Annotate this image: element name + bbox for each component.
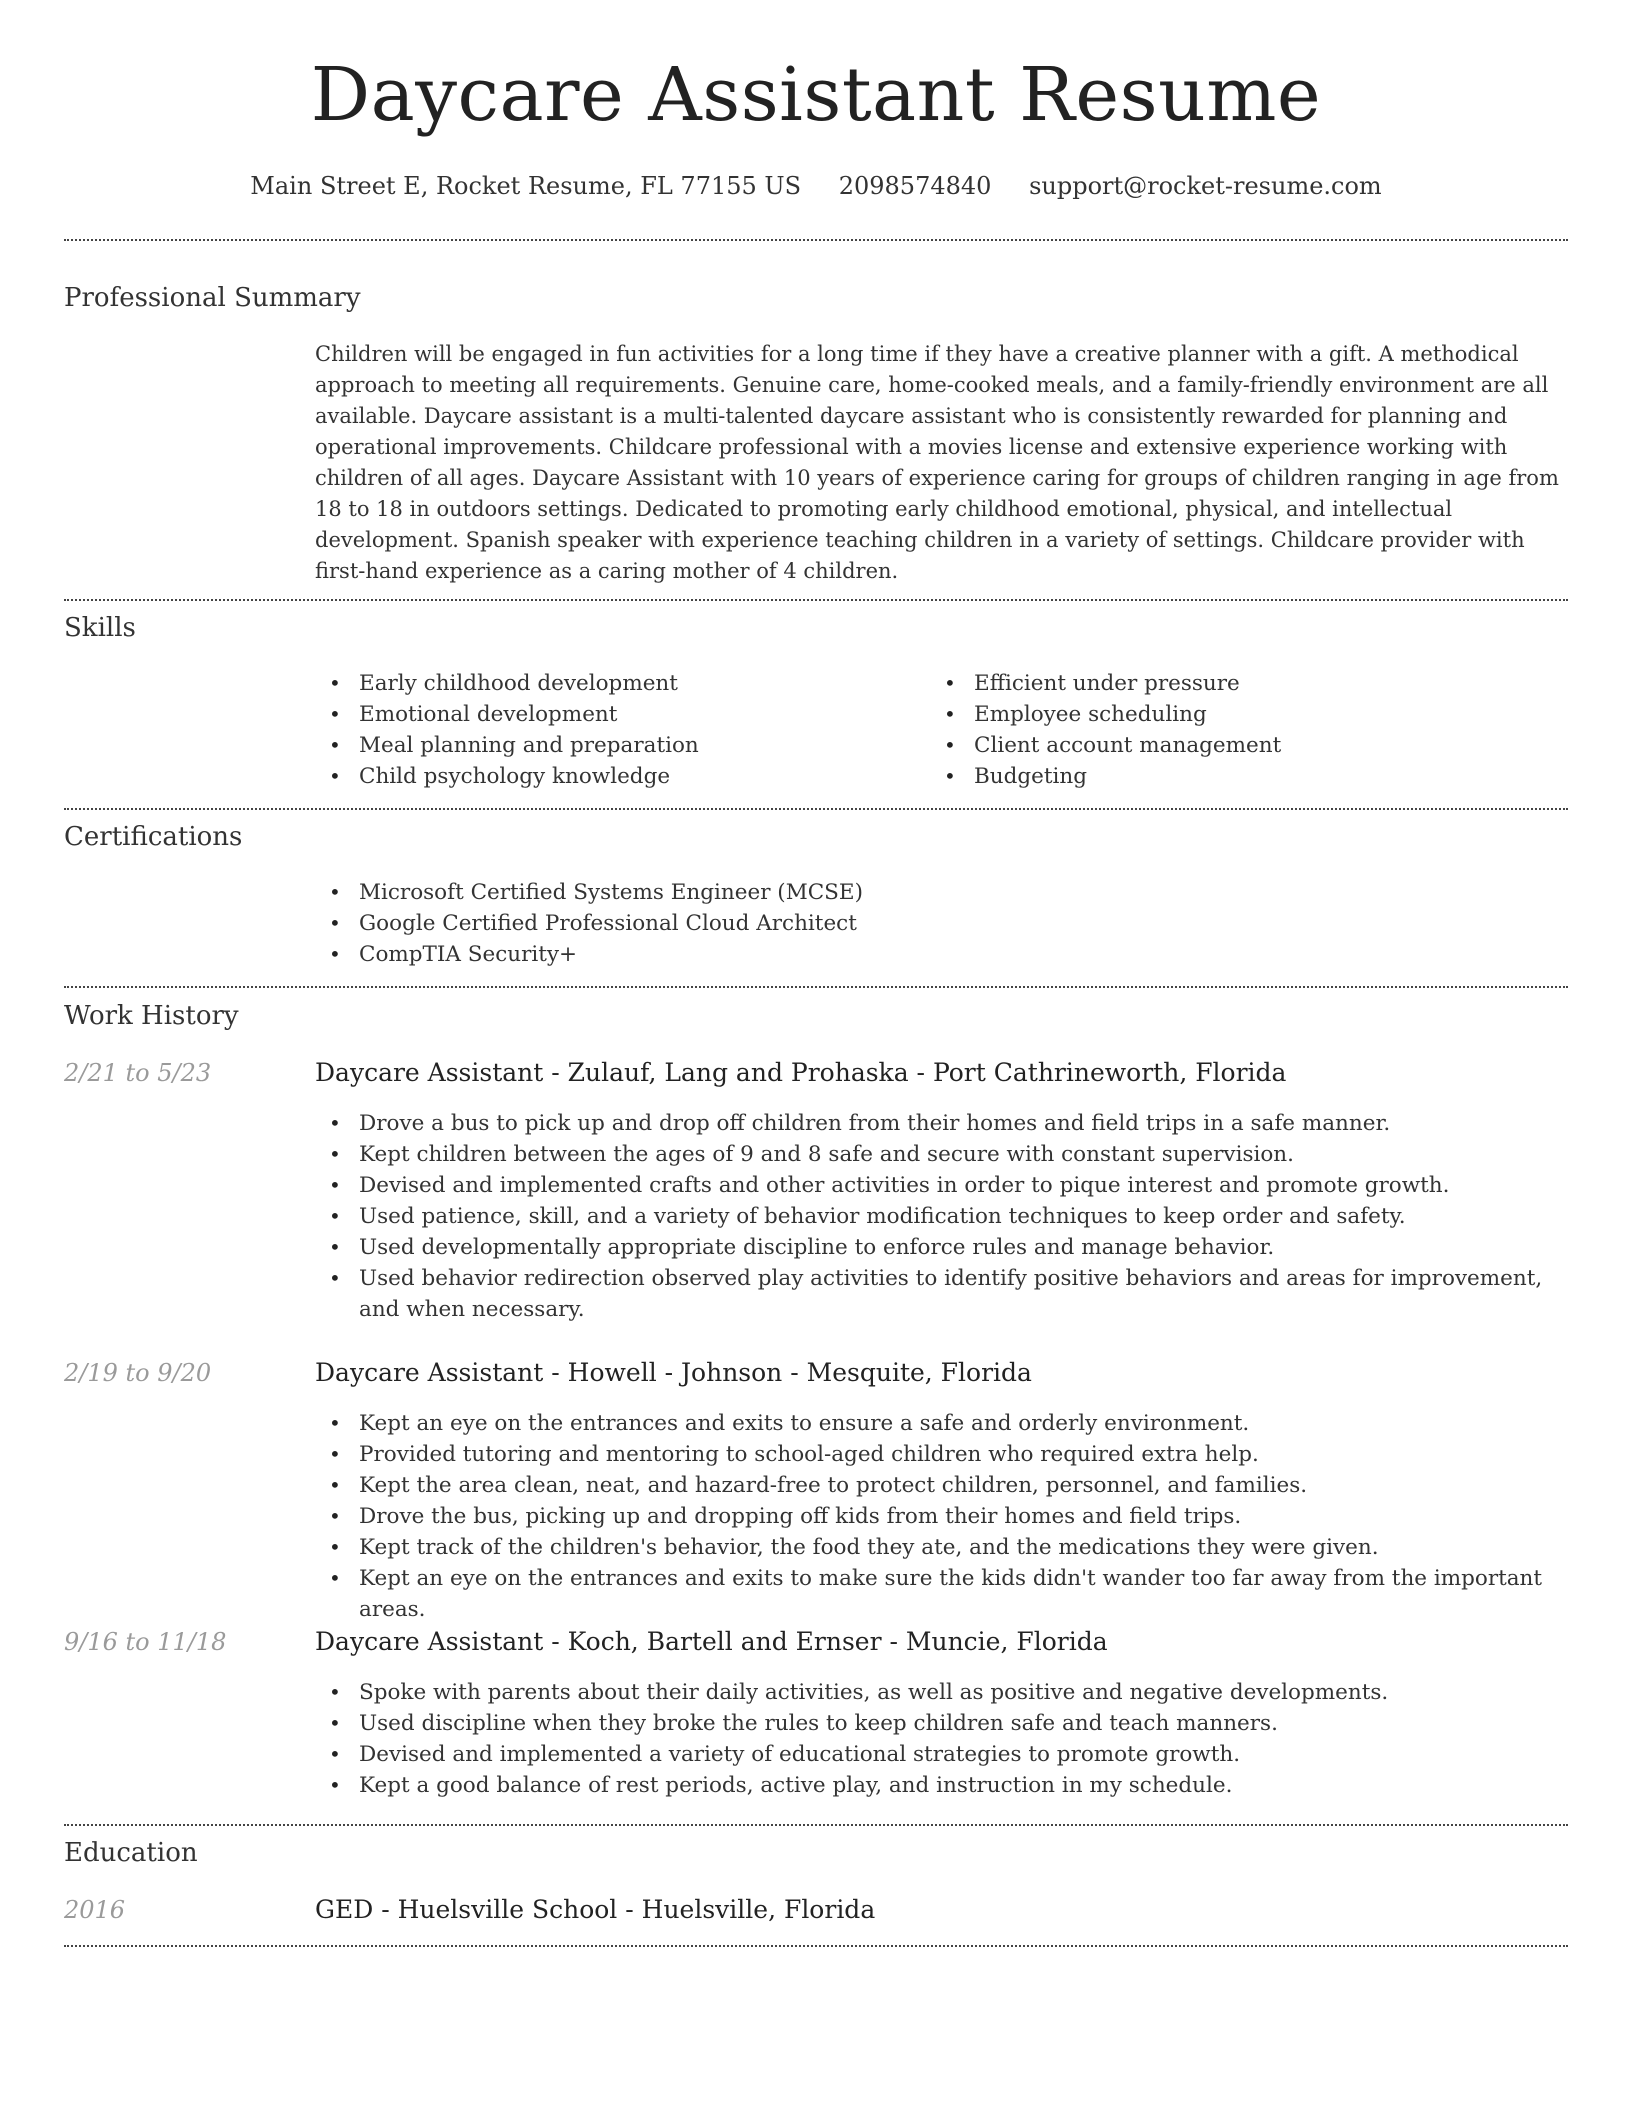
divider: [64, 239, 1568, 241]
contact-address: Main Street E, Rocket Resume, FL 77155 US: [250, 172, 802, 200]
job-bullets: [315, 1677, 1568, 1801]
job-bullet: • Used behavior redirection observed play activities to identify positive behaviors and areas for improvement, and when necessary.: [315, 1263, 1568, 1325]
job-bullet: • Kept track of the children's behavior, the food they ate, and the medications they were given.: [315, 1532, 1568, 1563]
education-entry: GED - Huelsville School - Huelsville, Florida: [315, 1895, 876, 1924]
contact-email: support@rocket-resume.com: [1029, 172, 1382, 200]
job-dates: 2/19 to 9/20: [64, 1359, 212, 1387]
section-heading-summary: Professional Summary: [64, 283, 361, 313]
job-bullet: • Kept an eye on the entrances and exits to make sure the kids didn't wander too far away from the important areas.: [315, 1563, 1568, 1625]
job-bullet: • Devised and implemented crafts and other activities in order to pique interest and promote growth.: [315, 1170, 1568, 1201]
job-bullets: [315, 1408, 1568, 1625]
skill-item: • Meal planning and preparation: [315, 730, 915, 761]
job-bullet: • Used developmentally appropriate discipline to enforce rules and manage behavior.: [315, 1232, 1568, 1263]
section-heading-certifications: Certifications: [64, 822, 243, 852]
skills-list-left: [315, 668, 915, 792]
job-dates: 9/16 to 11/18: [64, 1628, 227, 1656]
skills-list-right: [930, 668, 1530, 792]
skill-item: • Efficient under pressure: [930, 668, 1530, 699]
section-heading-skills: Skills: [64, 613, 136, 643]
summary-text: Children will be engaged in fun activities for a long time if they have a creative planner with a gift. A methodical approach to meeting all requirements. Genuine care, home-cooked meals, and a family-friendly environment are all available. Daycare assistant is a multi-talented daycare assistant who is consistently rewarded for planning and operational improvements. Childcare professional with a movies license and extensive experience working with children of all ages. Daycare Assistant with 10 years of experience caring for groups of children ranging in age from 18 to 18 in outdoors settings. Dedicated to promoting early childhood emotional, physical, and intellectual development. Spanish speaker with experience teaching children in a variety of settings. Childcare provider with first-hand experience as a caring mother of 4 children.: [315, 342, 1559, 583]
certification-item: • Microsoft Certified Systems Engineer (MCSE): [315, 877, 1568, 908]
job-bullets: [315, 1108, 1568, 1325]
job-bullet: • Used patience, skill, and a variety of behavior modification techniques to keep order and safety.: [315, 1201, 1568, 1232]
certifications-list: [315, 877, 1568, 970]
job-dates: 2/21 to 5/23: [64, 1059, 212, 1087]
divider: [64, 808, 1568, 810]
job-bullet: • Spoke with parents about their daily activities, as well as positive and negative developments.: [315, 1677, 1568, 1708]
certification-item: • CompTIA Security+: [315, 939, 1568, 970]
job-bullet: • Devised and implemented a variety of educational strategies to promote growth.: [315, 1739, 1568, 1770]
job-title: Daycare Assistant - Koch, Bartell and Ernser - Muncie, Florida: [315, 1627, 1108, 1656]
job-bullet: • Used discipline when they broke the rules to keep children safe and teach manners.: [315, 1708, 1568, 1739]
job-bullet: • Kept children between the ages of 9 and 8 safe and secure with constant supervision.: [315, 1139, 1568, 1170]
job-bullet: • Kept an eye on the entrances and exits to ensure a safe and orderly environment.: [315, 1408, 1568, 1439]
job-bullet: • Kept the area clean, neat, and hazard-free to protect children, personnel, and families.: [315, 1470, 1568, 1501]
job-bullet: • Provided tutoring and mentoring to school-aged children who required extra help.: [315, 1439, 1568, 1470]
divider: [64, 1824, 1568, 1826]
job-bullet: • Drove the bus, picking up and dropping off kids from their homes and field trips.: [315, 1501, 1568, 1532]
section-heading-work-history: Work History: [64, 1001, 239, 1031]
education-year: 2016: [64, 1896, 126, 1924]
contact-phone: 2098574840: [838, 172, 992, 200]
certification-item: • Google Certified Professional Cloud Architect: [315, 908, 1568, 939]
skill-item: • Budgeting: [930, 761, 1530, 792]
skill-item: • Employee scheduling: [930, 699, 1530, 730]
contact-line: [64, 172, 1568, 200]
job-title: Daycare Assistant - Zulauf, Lang and Prohaska - Port Cathrineworth, Florida: [315, 1058, 1287, 1087]
job-bullet: • Drove a bus to pick up and drop off children from their homes and field trips in a safe manner.: [315, 1108, 1568, 1139]
job-title: Daycare Assistant - Howell - Johnson - Mesquite, Florida: [315, 1358, 1032, 1387]
job-bullet: • Kept a good balance of rest periods, active play, and instruction in my schedule.: [315, 1770, 1568, 1801]
divider: [64, 599, 1568, 601]
section-heading-education: Education: [64, 1838, 198, 1868]
skill-item: • Child psychology knowledge: [315, 761, 915, 792]
resume-title: Daycare Assistant Resume: [310, 52, 1322, 138]
divider: [64, 986, 1568, 988]
skill-item: • Emotional development: [315, 699, 915, 730]
divider: [64, 1945, 1568, 1947]
skill-item: • Client account management: [930, 730, 1530, 761]
skill-item: • Early childhood development: [315, 668, 915, 699]
